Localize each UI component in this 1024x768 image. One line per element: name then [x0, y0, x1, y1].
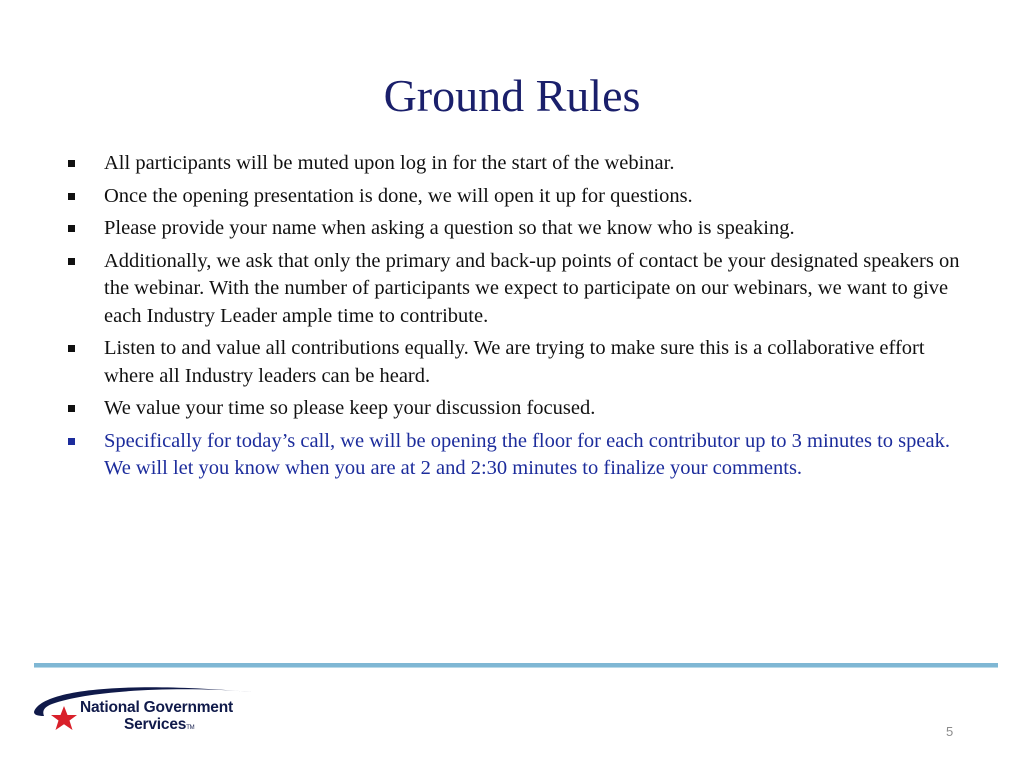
square-bullet-icon — [68, 258, 75, 265]
bullet-text: All participants will be muted upon log in for the start of the webinar. — [104, 152, 675, 174]
bullet-item-1 — [68, 150, 968, 178]
bullet-text: Specifically for today’s call, we will be opening the floor for each contributor up to 3 minutes to speak. We will let you know when you are at 2 and 2:30 minutes to finalize your comments. — [104, 429, 950, 479]
bullet-text: Please provide your name when asking a question so that we know who is speaking. — [104, 217, 795, 239]
footer-divider — [34, 663, 998, 668]
bullet-list — [68, 150, 968, 488]
bullet-text: Once the opening presentation is done, we will open it up for questions. — [104, 184, 693, 207]
bullet-item-2 — [68, 183, 968, 211]
slide-title: Ground Rules — [383, 70, 641, 121]
logo-text-line1: National Government — [80, 699, 233, 716]
square-bullet-icon — [68, 405, 75, 412]
bullet-item-3 — [68, 215, 968, 243]
bullet-item-6 — [68, 395, 968, 423]
bullet-text: Additionally, we ask that only the primary and back-up points of contact be your designated speakers on the webinar. With the number of participants we expect to participate on our webinars, we want to give each Industry Leader ample time to contribute. — [104, 249, 960, 327]
bullet-text: We value your time so please keep your discussion focused. — [104, 397, 596, 419]
square-bullet-icon — [68, 225, 75, 232]
trademark-mark: TM — [186, 725, 195, 731]
star-icon — [51, 706, 77, 730]
company-logo — [30, 678, 262, 738]
page-number: 5 — [946, 724, 954, 739]
bullet-item-4 — [68, 248, 968, 331]
square-bullet-icon — [68, 345, 75, 352]
bullet-item-7 — [68, 428, 968, 483]
square-bullet-icon — [68, 438, 75, 445]
bullet-text: Listen to and value all contributions equally. We are trying to make sure this is a collaborative effort where all Industry leaders can be heard. — [104, 337, 925, 387]
bullet-item-5 — [68, 335, 968, 390]
logo-text-line2 — [124, 716, 194, 734]
square-bullet-icon — [68, 160, 75, 167]
logo-text-services: Services — [124, 716, 187, 733]
square-bullet-icon — [68, 193, 75, 200]
